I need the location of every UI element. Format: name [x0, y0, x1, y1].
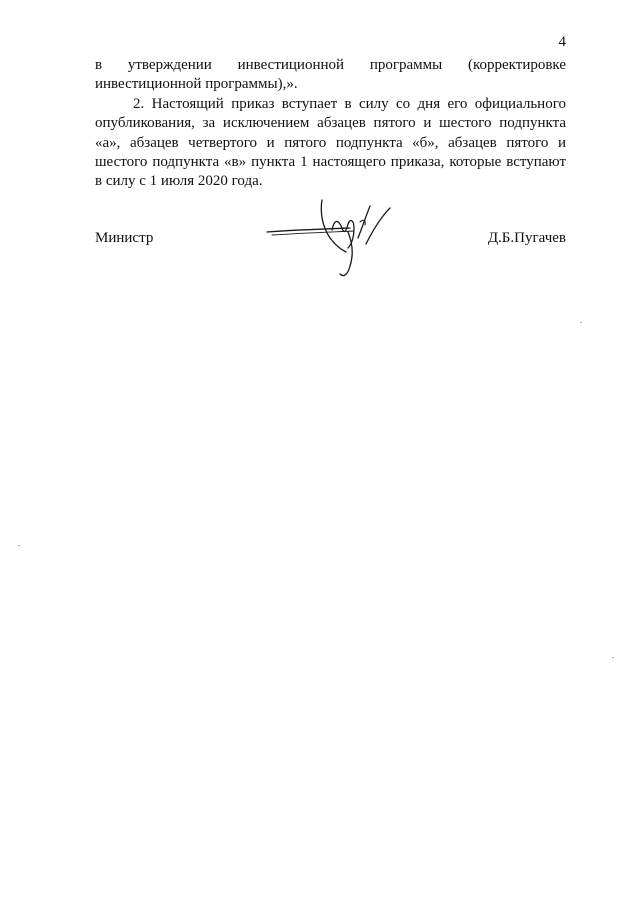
signatory-title: Министр: [95, 230, 154, 246]
paragraph-effective-date: 2. Настоящий приказ вступает в силу со дня его официального опубликования, за исключением абзацев пятого и шестого подпункта «а», абзацев четвертого и пятого подпункта «б», абзацев пятого и шестого подпункта «в» пункта 1 настоящего приказа, которые вступают в силу с 1 июля 2020 года.: [95, 95, 566, 190]
paragraph-continuation: в утверждении инвестиционной программы (корректировке инвестиционной программы),».: [95, 57, 566, 93]
scan-speck: [612, 657, 614, 658]
page-number: 4: [558, 34, 566, 50]
document-body: [95, 56, 566, 192]
scan-speck: [580, 322, 582, 323]
handwritten-signature-icon: [262, 192, 412, 284]
signatory-name: Д.Б.Пугачев: [487, 230, 566, 246]
scan-speck: [18, 545, 20, 546]
